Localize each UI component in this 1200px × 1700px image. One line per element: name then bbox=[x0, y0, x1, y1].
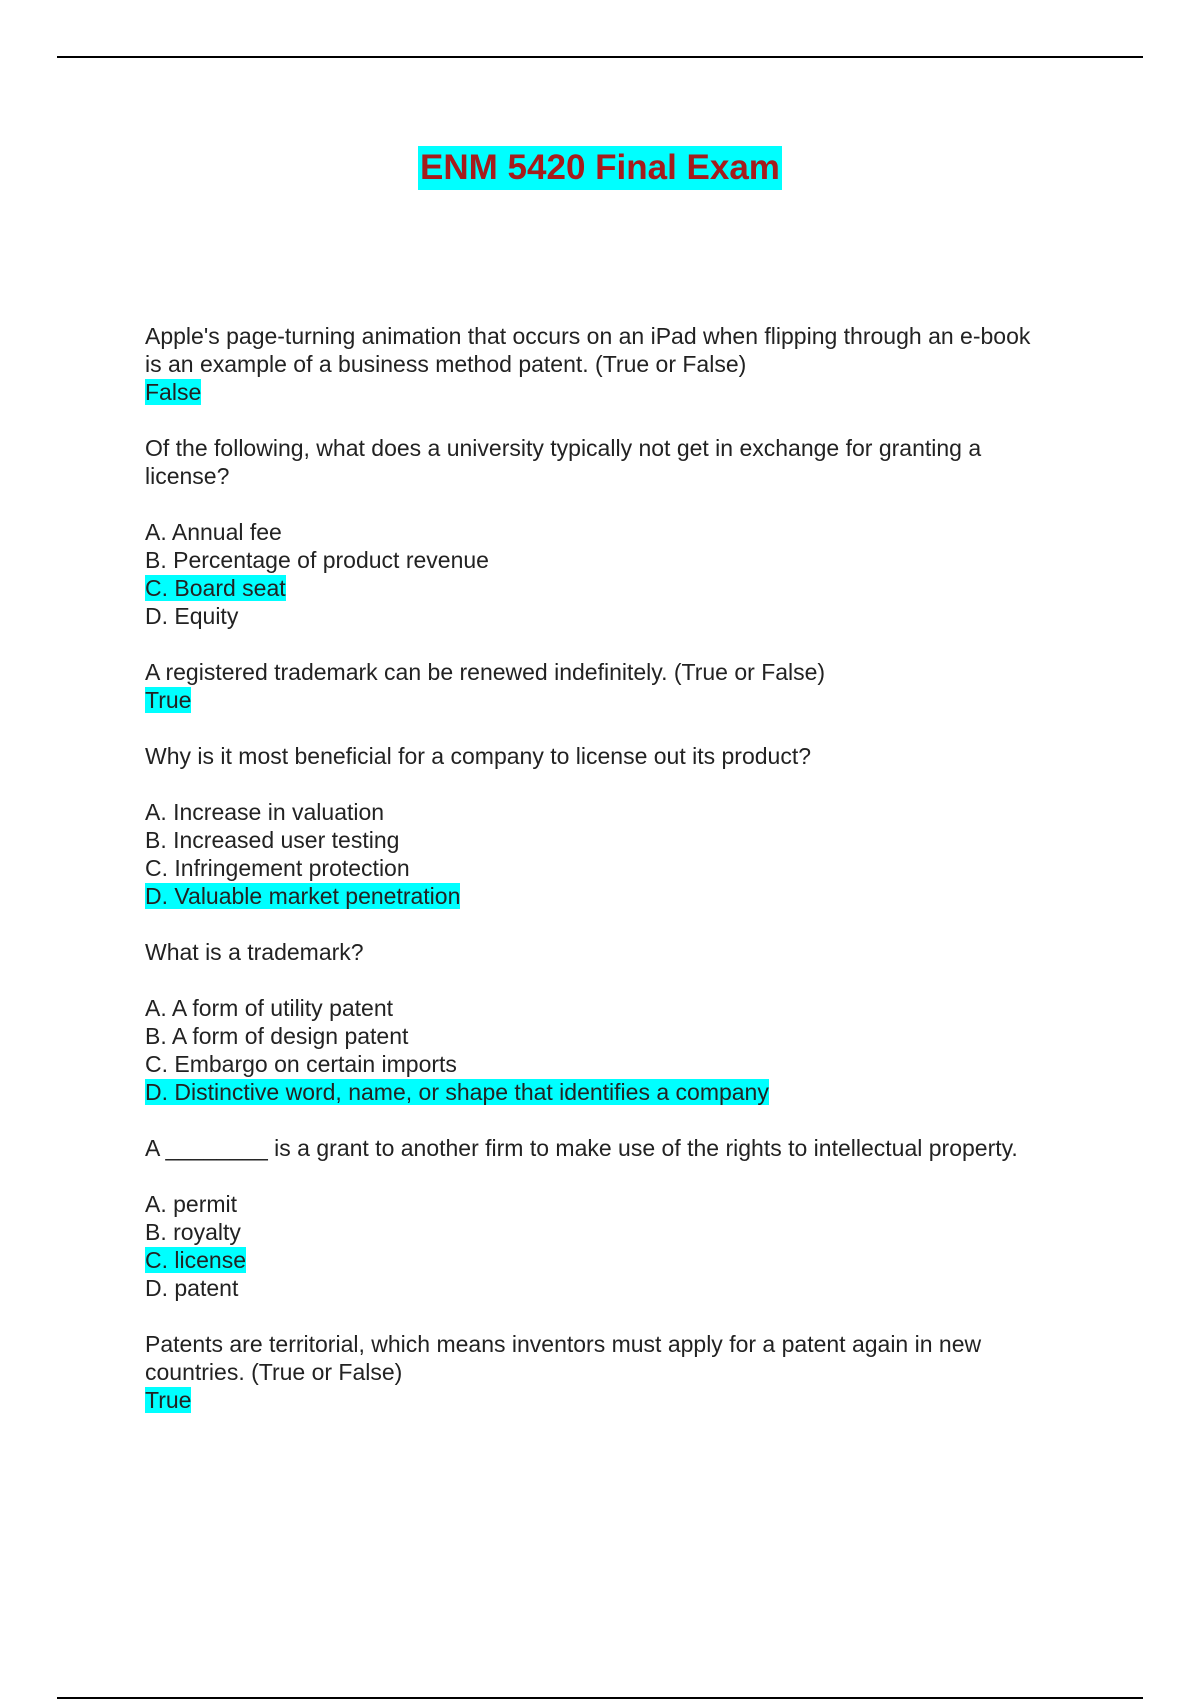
question-3 bbox=[145, 658, 1095, 714]
question-text-line: license? bbox=[145, 463, 230, 489]
question-5 bbox=[145, 938, 1095, 1106]
question-text-line: Why is it most beneficial for a company to license out its product? bbox=[145, 743, 812, 769]
option-item: B. A form of design patent bbox=[145, 1023, 409, 1049]
question-text-line: A ________ is a grant to another firm to make use of the rights to intellectual property. bbox=[145, 1135, 1018, 1161]
option-item-correct bbox=[145, 1246, 1095, 1274]
spacer bbox=[145, 966, 1095, 994]
question-2 bbox=[145, 434, 1095, 630]
answer-line bbox=[145, 1386, 1095, 1414]
question-1 bbox=[145, 322, 1095, 406]
highlighted-answer: True bbox=[145, 1387, 192, 1413]
question-text-line: Apple's page-turning animation that occurs on an iPad when flipping through an e-book bbox=[145, 323, 1031, 349]
question-text-line: Of the following, what does a university typically not get in exchange for granting a bbox=[145, 435, 982, 461]
option-item: A. permit bbox=[145, 1191, 238, 1217]
spacer bbox=[145, 1162, 1095, 1190]
option-item: B. Percentage of product revenue bbox=[145, 547, 489, 573]
question-text-line: Patents are territorial, which means inventors must apply for a patent again in new bbox=[145, 1331, 982, 1357]
option-item: B. royalty bbox=[145, 1219, 241, 1245]
question-6 bbox=[145, 1134, 1095, 1302]
answer-line bbox=[145, 378, 1095, 406]
option-item: C. Embargo on certain imports bbox=[145, 1051, 457, 1077]
option-item: D. Equity bbox=[145, 603, 239, 629]
question-text-line: A registered trademark can be renewed indefinitely. (True or False) bbox=[145, 659, 826, 685]
highlighted-answer: True bbox=[145, 687, 192, 713]
option-item: A. A form of utility patent bbox=[145, 995, 394, 1021]
highlighted-answer: C. license bbox=[145, 1247, 246, 1273]
spacer bbox=[145, 490, 1095, 518]
title-container bbox=[0, 146, 1200, 190]
option-item: D. patent bbox=[145, 1275, 239, 1301]
option-item: C. Infringement protection bbox=[145, 855, 410, 881]
question-text-line: countries. (True or False) bbox=[145, 1359, 403, 1385]
question-7 bbox=[145, 1330, 1095, 1414]
exam-content bbox=[145, 322, 1095, 1442]
highlighted-answer: C. Board seat bbox=[145, 575, 286, 601]
option-item-correct bbox=[145, 882, 1095, 910]
question-text-line: What is a trademark? bbox=[145, 939, 364, 965]
spacer bbox=[145, 770, 1095, 798]
page-title: ENM 5420 Final Exam bbox=[418, 146, 782, 190]
top-rule bbox=[57, 56, 1143, 58]
answer-line bbox=[145, 686, 1095, 714]
bottom-rule bbox=[57, 1697, 1143, 1699]
option-item: B. Increased user testing bbox=[145, 827, 400, 853]
option-item: A. Increase in valuation bbox=[145, 799, 385, 825]
option-item-correct bbox=[145, 1078, 1095, 1106]
option-item: A. Annual fee bbox=[145, 519, 282, 545]
highlighted-answer: D. Valuable market penetration bbox=[145, 883, 461, 909]
highlighted-answer: False bbox=[145, 379, 202, 405]
question-text-line: is an example of a business method patent. (True or False) bbox=[145, 351, 747, 377]
question-4 bbox=[145, 742, 1095, 910]
highlighted-answer: D. Distinctive word, name, or shape that identifies a company bbox=[145, 1079, 769, 1105]
option-item-correct bbox=[145, 574, 1095, 602]
